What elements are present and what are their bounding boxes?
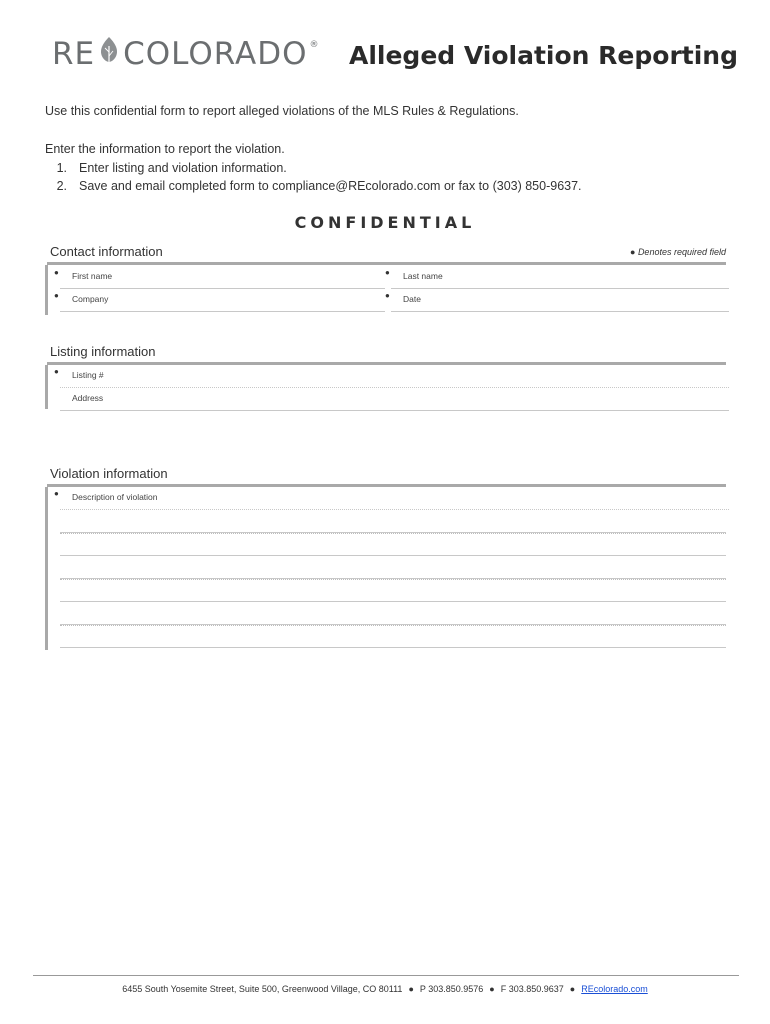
bullet-icon: ● (385, 291, 390, 300)
description-line-dotted (60, 625, 726, 626)
aspen-leaf-icon (97, 36, 121, 72)
step-text: Enter listing and violation information. (79, 161, 287, 175)
footer-address: 6455 South Yosemite Street, Suite 500, Greenwood Village, CO 80111 (122, 984, 403, 994)
bullet-icon: ● (629, 247, 636, 257)
company-field[interactable] (54, 289, 385, 312)
footer (0, 984, 770, 994)
contact-section (45, 245, 726, 315)
logo-registered-mark: ® (309, 40, 320, 50)
description-line-dotted (60, 533, 726, 534)
bullet-icon: ● (569, 984, 576, 994)
page-title: Alleged Violation Reporting (348, 41, 738, 70)
date-label: Date (403, 294, 421, 304)
listing-number-label: Listing # (72, 370, 104, 380)
bullet-icon: ● (385, 268, 390, 277)
address-label: Address (72, 393, 104, 403)
required-note-text: Denotes required field (637, 247, 726, 257)
violation-body (45, 487, 726, 650)
footer-fax: F 303.850.9637 (500, 984, 564, 994)
instructions-lead: Enter the information to report the violation. (45, 142, 285, 156)
contact-heading: Contact information (50, 244, 163, 259)
listing-body (45, 365, 726, 409)
footer-rule (33, 975, 739, 976)
confidential-heading: CONFIDENTIAL (294, 213, 476, 232)
last-name-label: Last name (403, 271, 443, 281)
last-name-field[interactable] (385, 266, 729, 289)
footer-phone: P 303.850.9576 (419, 984, 484, 994)
listing-number-field[interactable] (54, 365, 729, 388)
description-line[interactable] (60, 601, 726, 602)
violation-section (45, 467, 726, 650)
instruction-steps (45, 159, 582, 195)
bullet-icon: ● (54, 268, 59, 277)
bullet-icon: ● (489, 984, 495, 994)
bullet-icon: ● (54, 489, 59, 498)
required-note (630, 247, 726, 257)
step-number: 1. (56, 161, 67, 175)
logo-prefix: RE (52, 36, 96, 72)
bullet-icon: ● (408, 984, 414, 994)
first-name-field[interactable] (54, 266, 385, 289)
website-link[interactable]: REcolorado.com (581, 984, 648, 994)
step-text: Save and email completed form to compliance@REcolorado.com or fax to (303) 850-9637. (79, 179, 582, 193)
listing-section (45, 345, 726, 409)
intro-text: Use this confidential form to report alleged violations of the MLS Rules & Regulations. (45, 104, 519, 118)
date-field[interactable] (385, 289, 729, 312)
company-label: Company (72, 294, 109, 304)
instruction-step (45, 159, 582, 177)
contact-body (45, 265, 726, 315)
address-field[interactable] (60, 388, 729, 411)
recolorado-logo (52, 36, 320, 72)
description-field[interactable] (54, 487, 729, 510)
bullet-icon: ● (54, 367, 59, 376)
step-number: 2. (56, 179, 67, 193)
first-name-label: First name (72, 271, 113, 281)
violation-heading: Violation information (50, 466, 168, 481)
logo-suffix: COLORADO (123, 36, 308, 72)
description-label: Description of violation (72, 492, 158, 502)
description-line[interactable] (60, 555, 726, 556)
description-line[interactable] (60, 647, 726, 648)
description-line-dotted (60, 579, 726, 580)
bullet-icon: ● (54, 291, 59, 300)
instruction-step (45, 177, 582, 195)
listing-heading: Listing information (50, 344, 156, 359)
